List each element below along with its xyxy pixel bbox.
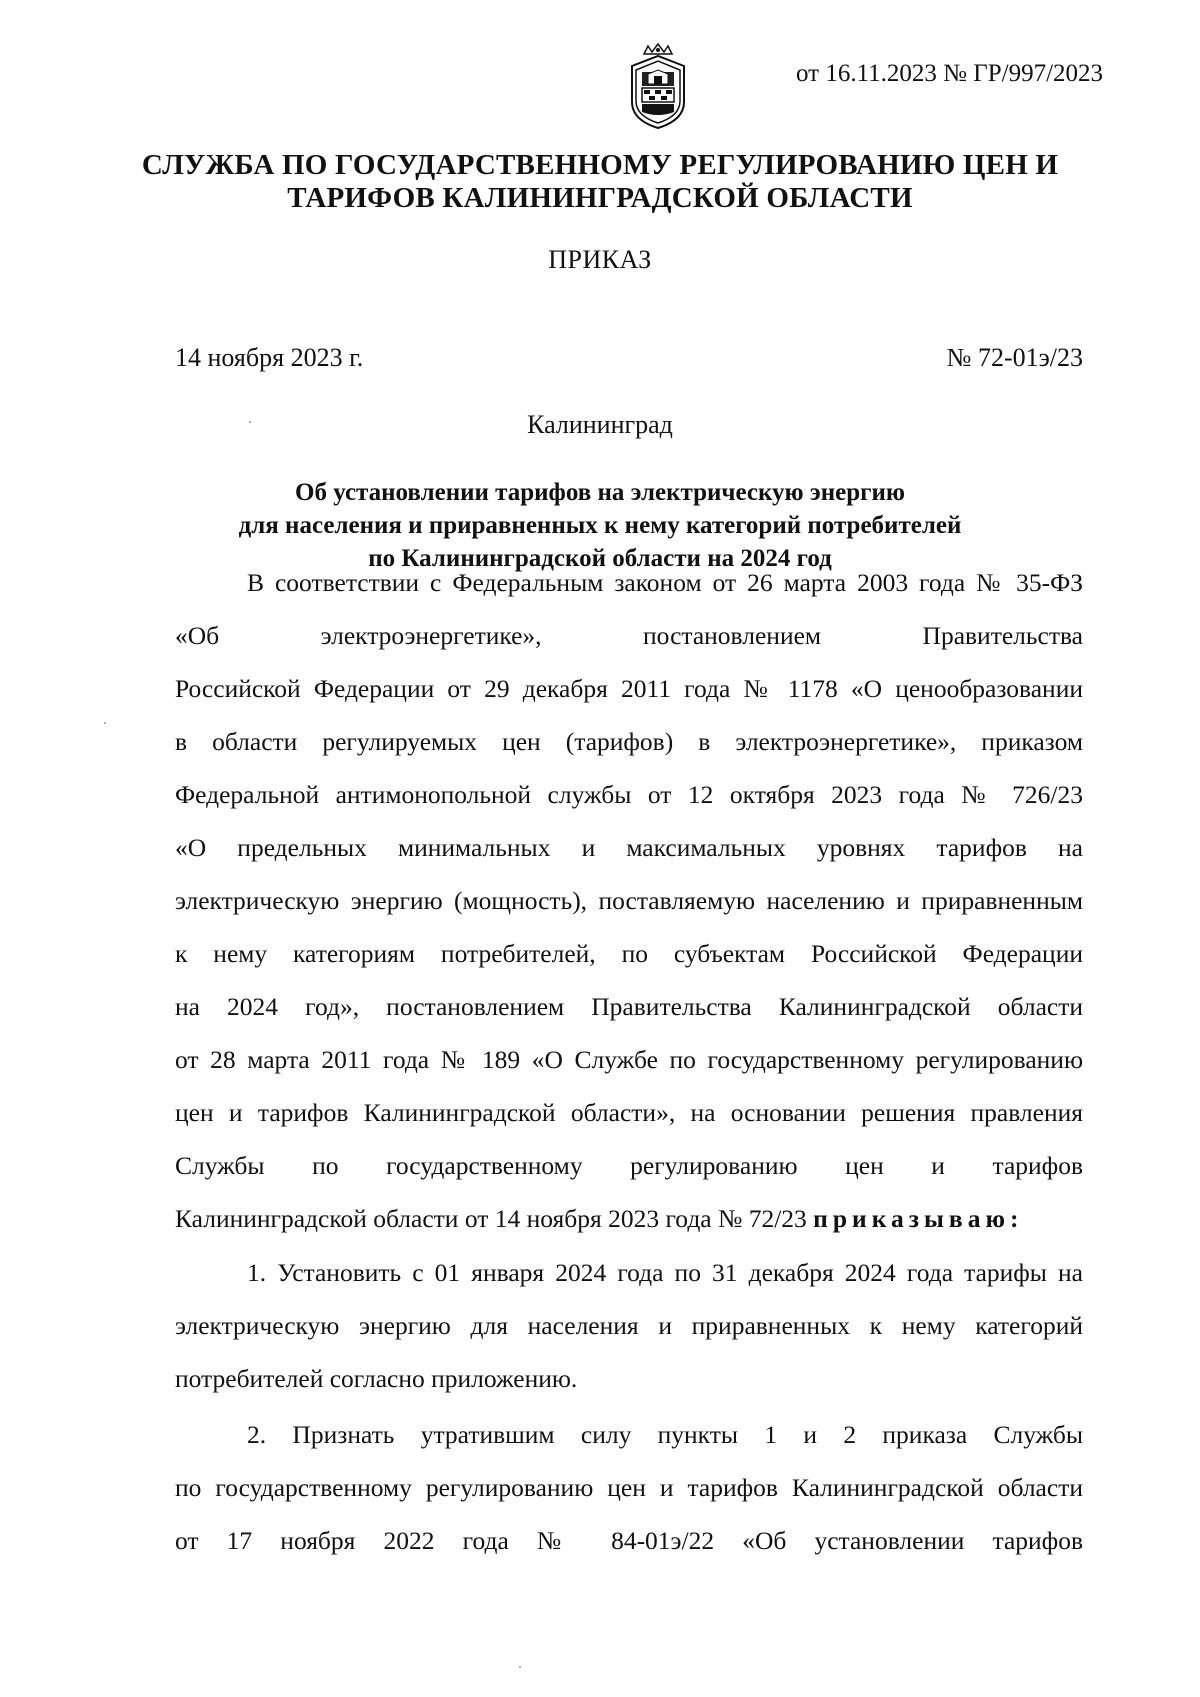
text-line: В соответствии с Федеральным законом от 26 марта 2003 года № 35-ФЗ — [247, 568, 1083, 597]
text-line: потребителей согласно приложению. — [175, 1364, 578, 1393]
order-number: № 72-01э/23 — [946, 343, 1083, 372]
order-word: приказываю: — [813, 1204, 1024, 1233]
organization-name-line: ТАРИФОВ КАЛИНИНГРАДСКОЙ ОБЛАСТИ — [287, 182, 913, 214]
subject-line: для населения и приравненных к нему категорий потребителей — [238, 512, 962, 539]
document-type: ПРИКАЗ — [548, 245, 652, 274]
order-date: 14 ноября 2023 г. — [175, 343, 364, 372]
text-line-content: Калининградской области от 14 ноября 2023 года № 72/23 — [175, 1204, 807, 1233]
organization-name — [100, 149, 1100, 215]
text-line: электрическую энергию (мощность), поставляемую населению и приравненным — [175, 886, 1083, 915]
body-paragraph-preamble — [175, 556, 1083, 1245]
text-line: 2. Признать утратившим силу пункты 1 и 2 приказа Службы — [247, 1420, 1083, 1449]
text-line: 1. Установить с 01 января 2024 года по 31 декабря 2024 года тарифы на — [247, 1258, 1083, 1287]
scan-speck — [249, 421, 251, 423]
text-line: к нему категориям потребителей, по субъектам Российской Федерации — [175, 939, 1083, 968]
text-line: от 17 ноября 2022 года № 84-01э/22 «Об установлении тарифов — [175, 1526, 1083, 1555]
text-line: электрическую энергию для населения и приравненных к нему категорий — [175, 1311, 1083, 1340]
document-reference: от 16.11.2023 № ГР/997/2023 — [796, 60, 1104, 87]
text-line: цен и тарифов Калининградской области», на основании решения правления — [175, 1098, 1083, 1127]
text-line: «Об электроэнергетике», постановлением Правительства — [175, 621, 1083, 650]
coat-of-arms-emblem — [622, 40, 694, 130]
scan-speck — [104, 722, 106, 724]
scan-speck — [519, 1666, 521, 1668]
subject-line: по Калининградской области на 2024 год — [368, 545, 832, 572]
text-line — [175, 1192, 1083, 1245]
text-line: в области регулируемых цен (тарифов) в электроэнергетике», приказом — [175, 727, 1083, 756]
body-paragraph-item-2 — [175, 1408, 1083, 1567]
text-line: от 28 марта 2011 года № 189 «О Службе по государственному регулированию — [175, 1045, 1083, 1074]
body-paragraph-item-1 — [175, 1246, 1083, 1405]
text-line: Российской Федерации от 29 декабря 2011 года № 1178 «О ценообразовании — [175, 674, 1083, 703]
subject-line: Об установлении тарифов на электрическую энергию — [295, 479, 905, 506]
text-line: на 2024 год», постановлением Правительства Калининградской области — [175, 992, 1083, 1021]
text-line: по государственному регулированию цен и тарифов Калининградской области — [175, 1473, 1083, 1502]
text-line: «О предельных минимальных и максимальных уровнях тарифов на — [175, 833, 1083, 862]
organization-name-line: СЛУЖБА ПО ГОСУДАРСТВЕННОМУ РЕГУЛИРОВАНИЮ ЦЕН И — [141, 149, 1059, 181]
text-line: Службы по государственному регулированию цен и тарифов — [175, 1151, 1083, 1180]
city: Калининград — [527, 410, 673, 439]
text-line: Федеральной антимонопольной службы от 12 октября 2023 года № 726/23 — [175, 780, 1083, 809]
